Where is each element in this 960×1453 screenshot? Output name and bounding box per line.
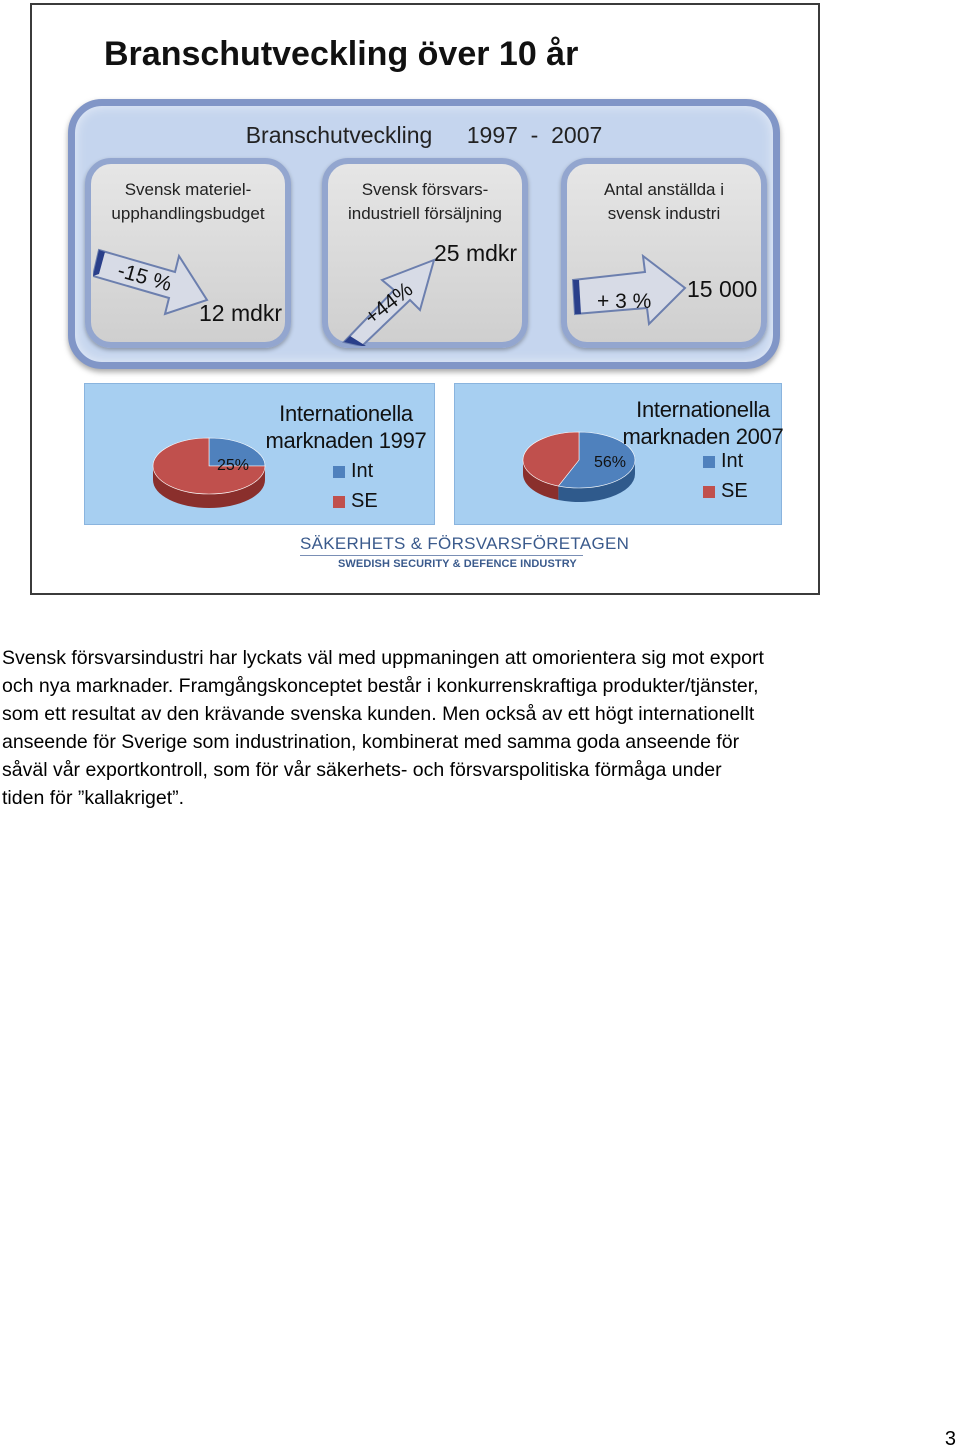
change-label: -15 % [115, 258, 175, 297]
box-procurement-budget [85, 158, 291, 348]
pie-panel-2007 [454, 383, 782, 525]
body-paragraph [2, 644, 952, 812]
logo-divider [300, 555, 583, 556]
box-label [567, 178, 761, 226]
pie-1997-int-pct: 25% [217, 457, 250, 474]
box-label-line1: Svensk materiel- [124, 180, 252, 199]
value-label: 15 000 [687, 276, 758, 302]
box-employees [561, 158, 767, 348]
box-label-line2: svensk industri [607, 204, 721, 223]
change-label: + 3 % [597, 290, 652, 313]
value-label: 25 mdkr [434, 240, 518, 266]
value-label: 12 mdkr [199, 300, 283, 326]
body-line: och nya marknader. Framgångskonceptet består i konkurrenskraftiga produkter/tjänster, [2, 675, 759, 697]
logo-sub-text: SWEDISH SECURITY & DEFENCE INDUSTRY [338, 558, 577, 570]
pie-2007-title [613, 396, 793, 450]
legend-se-label: SE [351, 490, 378, 512]
pie-panel-1997 [84, 383, 435, 525]
body-line: anseende för Sverige som industrination, kombinerat med samma goda anseende för [2, 731, 740, 753]
page-number: 3 [944, 1428, 956, 1450]
body-line: tiden för ”kallakriget”. [2, 787, 185, 809]
body-line: som ett resultat av den krävande svenska kunden. Men också av ett högt internationellt [2, 703, 755, 725]
box-label-line2: upphandlingsbudget [111, 204, 265, 223]
logo-main-text: SÄKERHETS & FÖRSVARSFÖRETAGEN [300, 534, 630, 553]
pie-title-line2: marknaden 1997 [265, 428, 427, 453]
legend-int-label: Int [351, 460, 374, 482]
panel-heading [75, 122, 773, 149]
pie-1997-title [251, 400, 441, 454]
slide-title: Branschutveckling över 10 år [104, 35, 579, 73]
legend-int-swatch [333, 466, 345, 478]
change-label: +44% [360, 277, 418, 330]
body-line: Svensk försvarsindustri har lyckats väl med uppmaningen att omorientera sig mot export [2, 647, 764, 669]
box-label-line1: Svensk försvars- [361, 180, 489, 199]
pie-title-line1: Internationella [279, 401, 413, 426]
box-industry-sales [322, 158, 528, 348]
box-label [91, 178, 285, 226]
panel-period: 1997 - 2007 [466, 122, 603, 148]
pie-title-line2: marknaden 2007 [622, 424, 784, 449]
legend-se-swatch [703, 486, 715, 498]
box-label [328, 178, 522, 226]
legend-int-swatch [703, 456, 715, 468]
development-panel [68, 99, 780, 369]
slide-image [30, 3, 820, 595]
box-label-line1: Antal anställda i [603, 180, 725, 199]
pie-title-line1: Internationella [636, 397, 770, 422]
legend-se-swatch [333, 496, 345, 508]
legend-se-label: SE [721, 480, 748, 502]
legend-int-label: Int [721, 450, 744, 472]
body-line: såväl vår exportkontroll, som för vår säkerhets- och försvarspolitiska förmåga under [2, 759, 722, 781]
pie-2007-int-pct: 56% [594, 454, 627, 471]
box-label-line2: industriell försäljning [347, 204, 503, 223]
panel-heading-label: Branschutveckling [245, 122, 433, 148]
